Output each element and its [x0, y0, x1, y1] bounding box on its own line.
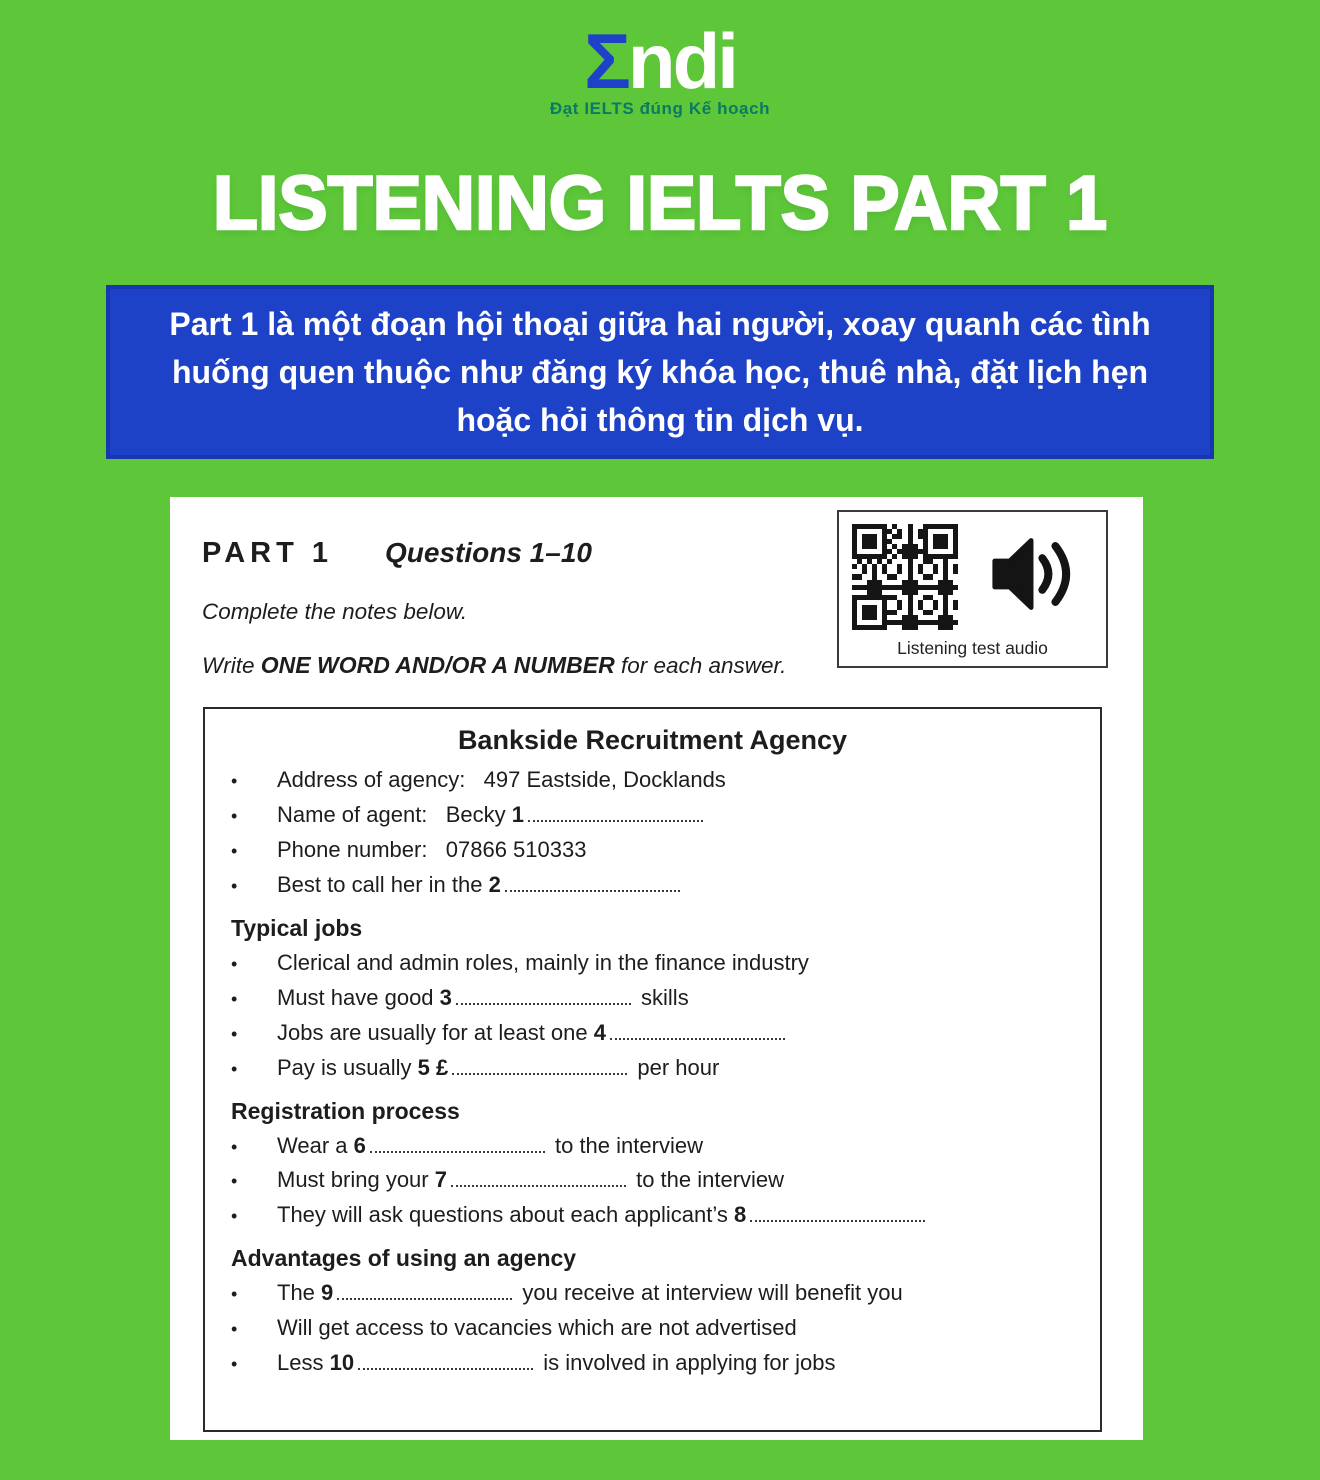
note-text: Jobs are usually for at least one 4	[277, 1019, 1074, 1047]
bullet-icon: •	[231, 988, 238, 1009]
note-item	[231, 836, 1074, 864]
note-text: They will ask questions about each applicant’s 8	[277, 1201, 1074, 1229]
bullet-icon: •	[231, 1058, 238, 1079]
question-number: 7	[434, 1167, 447, 1193]
intro-text: Part 1 là một đoạn hội thoại giữa hai người, xoay quanh các tình huống quen thuộc như đăng ký khóa học, thuê nhà, đặt lịch hẹn hoặc hỏi thông tin dịch vụ.	[169, 306, 1151, 438]
answer-blank[interactable]	[750, 1209, 925, 1222]
note-text: Pay is usually 5 £ per hour	[277, 1054, 720, 1080]
note-text: Best to call her in the 2	[277, 871, 1074, 899]
note-text: Less 10 is involved in applying for jobs	[277, 1350, 836, 1376]
note-item	[231, 766, 1074, 794]
instruction-complete-notes: Complete the notes below.	[202, 599, 468, 624]
logo-sigma-icon: Σ	[584, 17, 628, 105]
questions-range: Questions 1–10	[384, 537, 592, 568]
note-item	[231, 1279, 1074, 1307]
question-number: 4	[593, 1019, 606, 1045]
note-item	[231, 1166, 1074, 1194]
bullet-icon: •	[231, 771, 238, 791]
answer-blank[interactable]	[370, 1140, 545, 1153]
question-number: 5	[417, 1054, 430, 1080]
notes-section-heading: Advantages of using an agency	[231, 1245, 577, 1272]
note-item	[231, 1314, 1074, 1342]
note-item	[231, 949, 1074, 977]
answer-blank[interactable]	[528, 809, 703, 822]
bullet-icon: •	[231, 1354, 238, 1375]
bullet-icon: •	[231, 1023, 238, 1044]
note-item	[231, 1054, 1074, 1082]
answer-blank[interactable]	[610, 1027, 785, 1040]
note-text: Clerical and admin roles, mainly in the finance industry	[277, 949, 809, 975]
note-text: Must have good 3 skills	[277, 984, 689, 1010]
part-header	[202, 537, 592, 570]
logo-name: ndi	[627, 17, 736, 105]
answer-blank[interactable]	[505, 879, 680, 892]
bullet-icon: •	[231, 1284, 238, 1305]
bullet-icon: •	[231, 1319, 238, 1340]
note-item	[231, 801, 1074, 829]
bullet-icon: •	[231, 840, 238, 861]
part-label: PART 1	[202, 537, 333, 569]
qr-code-icon[interactable]	[852, 524, 958, 630]
speaker-icon	[985, 532, 1081, 616]
question-number: 1	[511, 801, 525, 827]
answer-blank[interactable]	[451, 1174, 626, 1187]
instruction-suffix: for each answer.	[614, 653, 787, 678]
note-item	[231, 1132, 1074, 1160]
answer-blank[interactable]	[452, 1062, 627, 1075]
note-item	[231, 1201, 1074, 1229]
page-title: LISTENING IELTS PART 1	[212, 161, 1108, 246]
note-item	[231, 871, 1074, 899]
bullet-icon: •	[231, 805, 238, 826]
note-text: The 9 you receive at interview will benefit you	[277, 1280, 903, 1306]
note-text: Address of agency: 497 Eastside, Docklands	[277, 767, 726, 792]
bold-symbol: £	[436, 1054, 449, 1080]
bullet-icon: •	[231, 1206, 238, 1227]
endi-logo	[0, 17, 1320, 105]
audio-label: Listening test audio	[897, 638, 1048, 658]
listening-audio-box[interactable]	[837, 510, 1108, 668]
question-number: 8	[733, 1202, 747, 1228]
note-text: Phone number: 07866 510333	[277, 836, 587, 862]
notes-section-heading: Typical jobs	[231, 914, 363, 941]
instruction-prefix: Write	[202, 653, 261, 678]
note-text: Will get access to vacancies which are not advertised	[277, 1315, 797, 1341]
note-text: Name of agent: Becky 1	[277, 801, 1074, 829]
note-item	[231, 1019, 1074, 1047]
logo-tagline: Đạt IELTS đúng Kế hoạch	[549, 98, 771, 118]
note-text: Wear a 6 to the interview	[277, 1132, 703, 1158]
logo	[0, 17, 1320, 119]
answer-blank[interactable]	[337, 1287, 512, 1300]
instruction-bold: ONE WORD AND/OR A NUMBER	[260, 652, 615, 678]
question-number: 9	[321, 1280, 334, 1306]
bullet-icon: •	[231, 1171, 238, 1192]
notes-groups	[231, 766, 1074, 1377]
note-text: Must bring your 7 to the interview	[277, 1167, 785, 1193]
note-item	[231, 984, 1074, 1012]
answer-blank[interactable]	[358, 1357, 533, 1370]
bullet-icon: •	[231, 875, 238, 896]
question-number: 10	[329, 1350, 355, 1376]
answer-blank[interactable]	[456, 992, 631, 1005]
bullet-icon: •	[231, 1136, 238, 1157]
notes-title: Bankside Recruitment Agency	[457, 725, 848, 755]
question-number: 2	[488, 871, 501, 897]
notes-box	[203, 707, 1102, 1432]
note-item	[231, 1349, 1074, 1377]
test-paper	[170, 497, 1143, 1440]
question-number: 6	[353, 1132, 366, 1158]
intro-box	[106, 285, 1214, 459]
bullet-icon: •	[231, 953, 238, 974]
question-number: 3	[439, 984, 452, 1010]
instruction-word-limit	[202, 652, 786, 679]
notes-section-heading: Registration process	[231, 1097, 460, 1124]
